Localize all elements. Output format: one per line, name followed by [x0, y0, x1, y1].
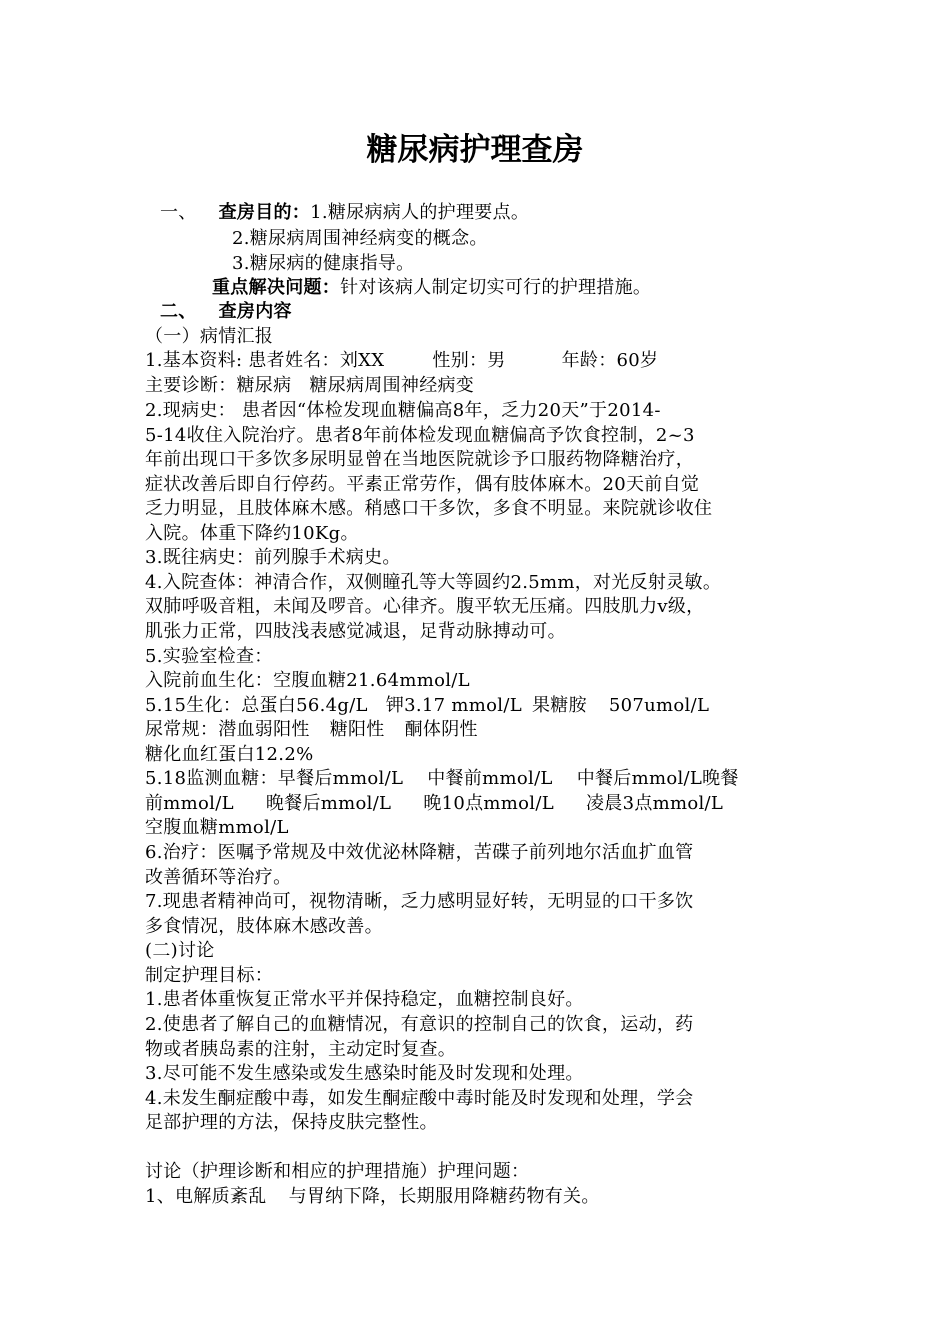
history-line: 症状改善后即自行停药。平素正常劳作，偶有肢体麻木。20天前自觉	[145, 474, 700, 495]
purpose-item-1: 1.糖尿病病人的护理要点。	[310, 202, 530, 223]
glucose-entry: 空腹血糖mmol/L	[145, 817, 289, 838]
lab-515-line	[145, 694, 709, 718]
problem-1-title: 1、电解质紊乱	[145, 1186, 267, 1207]
urine-occult: 潜血弱阳性	[218, 719, 310, 740]
glucose-entry: 凌晨3点mmol/L	[585, 793, 724, 814]
urine-sugar: 糖阳性	[329, 719, 385, 740]
urine-line	[145, 718, 478, 742]
page-title: 糖尿病护理查房	[366, 132, 584, 168]
patient-sex: 男	[487, 350, 506, 371]
purpose-item-3: 3.糖尿病的健康指导。	[232, 253, 415, 274]
hba1c: 糖化血红蛋白12.2%	[145, 744, 314, 765]
patient-name: 刘XX	[339, 350, 385, 371]
history-line: 年前出现口干多饮多尿明显曾在当地医院就诊予口服药物降糖治疗，	[145, 449, 694, 470]
diagnosis-line	[145, 374, 474, 398]
diagnosis-label: 主要诊断：	[145, 375, 237, 396]
goal-line: 3.尽可能不发生感染或发生感染时能及时发现和处理。	[145, 1063, 584, 1084]
glucose-line	[145, 792, 723, 816]
problem-1-cause: 与胃纳下降，长期服用降糖药物有关。	[288, 1186, 600, 1207]
focus-label: 重点解决问题：	[212, 277, 341, 298]
content-heading	[160, 300, 292, 324]
total-protein: 总蛋白56.4g/L	[241, 695, 368, 716]
glucose-entry: 5.18监测血糖：早餐后mmol/L	[145, 768, 404, 789]
exam-line: 肌张力正常，四肢浅表感觉减退，足背动脉搏动可。	[145, 621, 566, 642]
urine-label: 尿常规：	[145, 719, 219, 740]
treatment-line: 6.治疗：医嘱予常规及中效优泌林降糖，苦碟子前列地尔活血扩血管	[145, 842, 694, 863]
goal-line: 1.患者体重恢复正常水平并保持稳定，血糖控制良好。	[145, 989, 584, 1010]
sex-label: 性别：	[432, 350, 488, 371]
lab-pre-admission: 入院前血生化：空腹血糖21.64mmol/L	[145, 670, 470, 691]
fructosamine-label: 果糖胺	[531, 695, 587, 716]
focus-line	[212, 276, 651, 300]
goal-line: 4.未发生酮症酸中毒，如发生酮症酸中毒时能及时发现和处理，学会	[145, 1088, 694, 1109]
diagnosis-primary: 糖尿病	[236, 375, 292, 396]
purpose-item-2: 2.糖尿病周围神经病变的概念。	[232, 228, 488, 249]
history-line: 2.现病史： 患者因“体检发现血糖偏高8年，乏力20天”于2014-	[145, 400, 661, 421]
purpose-label: 查房目的：	[218, 202, 311, 223]
section-2-heading: (二)讨论	[145, 940, 215, 961]
glucose-line	[145, 767, 739, 791]
section-1-heading: （一）病情汇报	[145, 326, 274, 347]
goal-line: 2.使患者了解自己的血糖情况，有意识的控制自己的饮食，运动，药	[145, 1014, 694, 1035]
basic-info-line	[145, 349, 658, 373]
fructosamine-value: 507umol/L	[608, 695, 710, 716]
age-label: 年龄：	[561, 350, 617, 371]
history-line: 5-14收住入院治疗。患者8年前体检发现血糖偏高予饮食控制，2~3	[145, 425, 695, 446]
urine-ketone: 酮体阴性	[404, 719, 478, 740]
glucose-entry: 中餐后mmol/L晚餐	[576, 768, 739, 789]
goal-line: 物或者胰岛素的注射，主动定时复查。	[145, 1039, 457, 1060]
lab-515-label: 5.15生化：	[145, 695, 242, 716]
patient-age: 60岁	[616, 350, 659, 371]
basic-info-label: 1.基本资料: 患者姓名：	[145, 350, 340, 371]
history-line: 入院。体重下降约10Kg。	[145, 523, 359, 544]
discussion-label: 讨论（护理诊断和相应的护理措施）护理问题：	[145, 1161, 530, 1182]
goal-line: 足部护理的方法，保持皮肤完整性。	[145, 1112, 438, 1133]
diagnosis-secondary: 糖尿病周围神经病变	[309, 375, 475, 396]
treatment-line: 改善循环等治疗。	[145, 867, 292, 888]
glucose-line	[145, 816, 289, 840]
goals-label: 制定护理目标：	[145, 965, 274, 986]
purpose-number: 一、	[160, 202, 197, 223]
current-status-line: 多食情况，肢体麻木感改善。	[145, 916, 383, 937]
content-label: 查房内容	[218, 301, 292, 322]
glucose-entry: 前mmol/L	[145, 793, 234, 814]
glucose-entry: 中餐前mmol/L	[427, 768, 553, 789]
purpose-line	[160, 201, 529, 225]
glucose-entry: 晚10点mmol/L	[423, 793, 554, 814]
exam-line: 双肺呼吸音粗，未闻及啰音。心律齐。腹平软无压痛。四肢肌力v级，	[145, 596, 705, 617]
past-history: 3.既往病史：前列腺手术病史。	[145, 547, 401, 568]
glucose-entry: 晚餐后mmol/L	[265, 793, 392, 814]
history-line: 乏力明显，且肢体麻木感。稍感口干多饮，多食不明显。来院就诊收住	[145, 498, 713, 519]
current-status-line: 7.现患者精神尚可，视物清晰，乏力感明显好转，无明显的口干多饮	[145, 891, 694, 912]
exam-line: 4.入院查体：神清合作，双侧瞳孔等大等圆约2.5mm，对光反射灵敏。	[145, 572, 722, 593]
content-number: 二、	[160, 301, 197, 322]
lab-label: 5.实验室检查：	[145, 646, 273, 667]
potassium: 钾3.17 mmol/L	[385, 695, 522, 716]
focus-text: 针对该病人制定切实可行的护理措施。	[340, 277, 652, 298]
problem-line	[145, 1185, 600, 1209]
